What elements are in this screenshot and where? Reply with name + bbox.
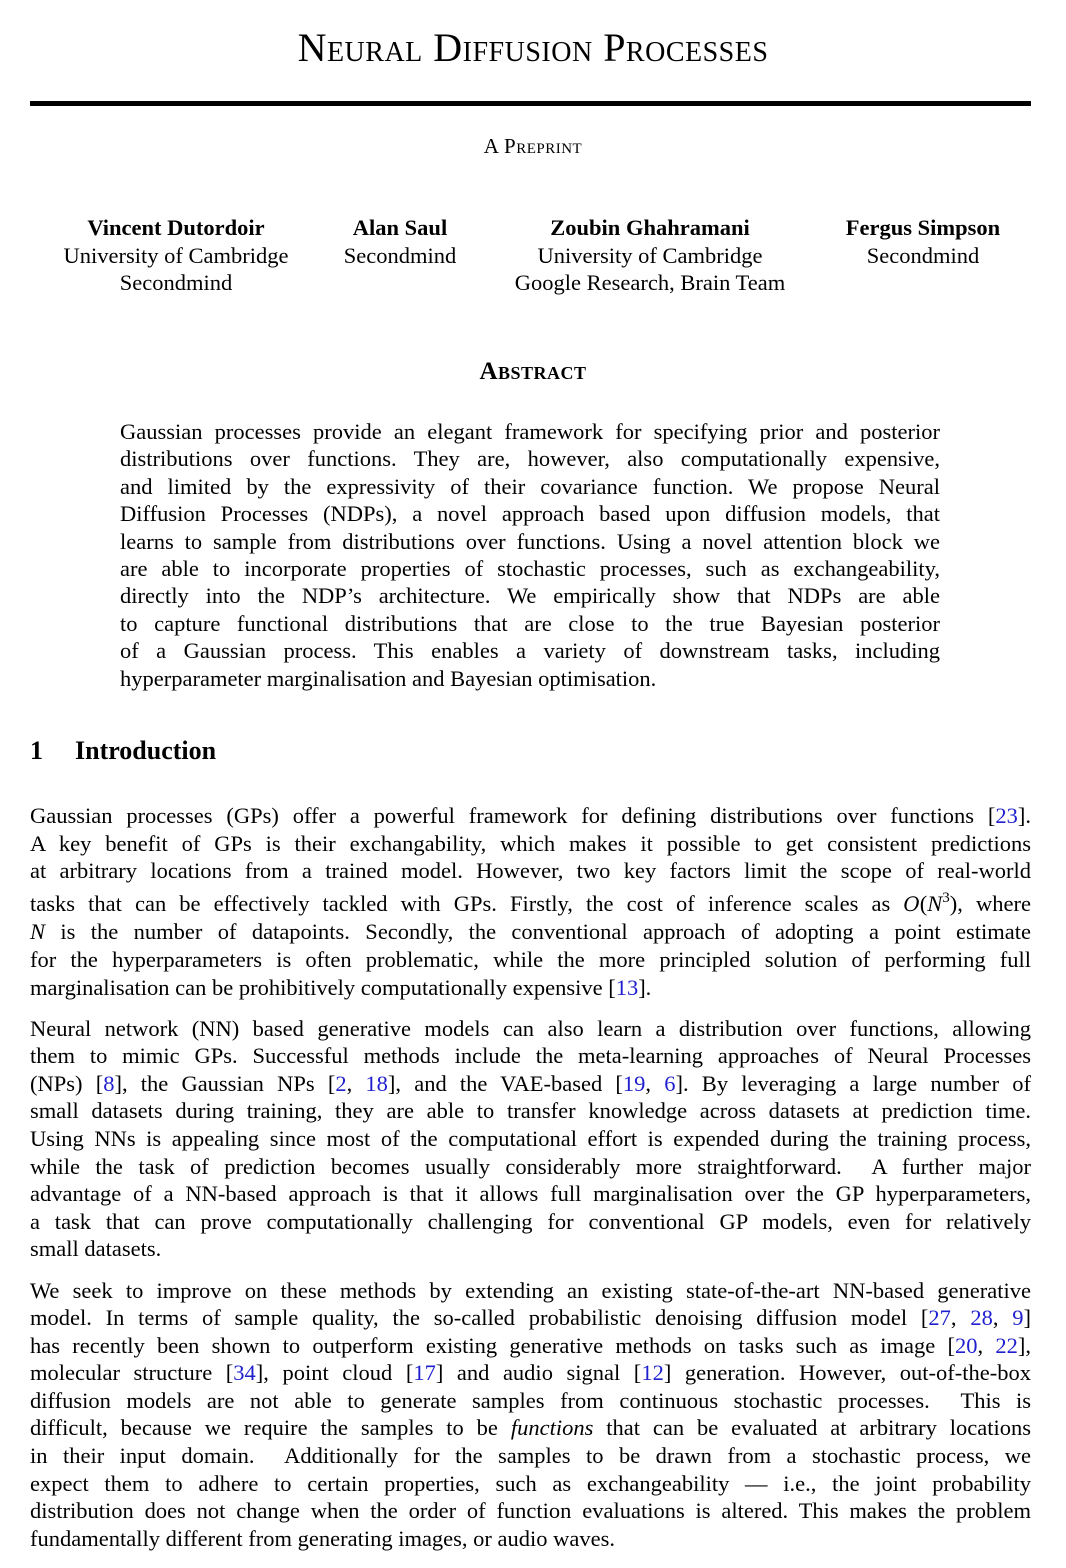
text-span: , [346, 1070, 366, 1096]
text-line [30, 1525, 1031, 1553]
text-span: ]. [638, 974, 652, 1000]
text-line [30, 1015, 1031, 1043]
text-span: difficult, because we require the samples to be [30, 1415, 511, 1441]
text-span: ( [919, 890, 928, 916]
author-affiliation: Google Research, Brain Team [514, 270, 786, 295]
text-span: that can be evaluated at arbitrary locations [593, 1415, 1032, 1441]
text-line [30, 1359, 1031, 1387]
paper-title: Neural Diffusion Processes [297, 25, 769, 70]
citation-link[interactable]: 8 [103, 1070, 115, 1096]
text-span: A key benefit of GPs is their exchangability, which makes it possible to get consistent predictions [30, 830, 1031, 856]
text-line [30, 1153, 1031, 1181]
text-line [30, 1125, 1031, 1153]
text-span: ]. By leveraging a large number of [675, 1070, 1032, 1096]
text-line [30, 1277, 1031, 1305]
citation-link[interactable]: 27 [928, 1305, 951, 1331]
author-name: Alan Saul [352, 215, 448, 240]
abstract-line: Gaussian processes provide an elegant framework for specifying prior and posterior [120, 419, 940, 444]
text-span: ] [1023, 1305, 1032, 1331]
text-span: for the hyperparameters is often problematic, while the more principled solution of performing full [30, 946, 1031, 972]
author-name: Vincent Dutordoir [87, 215, 265, 240]
text-span: has recently been shown to outperform existing generative methods on tasks such as image [ [30, 1332, 956, 1358]
paragraph [30, 1277, 1031, 1553]
citation-link[interactable]: 12 [641, 1360, 664, 1386]
text-span: ], [1017, 1332, 1032, 1358]
author-affiliation: Secondmind [119, 270, 233, 295]
text-span: We seek to improve on these methods by extending an existing state-of-the-art NN-based generative [30, 1277, 1031, 1303]
text-line [30, 1414, 1031, 1442]
text-span: while the task of prediction becomes usually considerably more straightforward. A further major [30, 1153, 1031, 1179]
text-line [30, 830, 1031, 858]
section-title: Introduction [75, 736, 217, 765]
text-span: ), where [949, 890, 1031, 916]
citation-link[interactable]: 22 [995, 1332, 1018, 1358]
text-span: ], the Gaussian NPs [ [114, 1070, 336, 1096]
text-span: (NPs) [ [30, 1070, 104, 1096]
text-line [30, 857, 1031, 885]
text-span: in their input domain. Additionally for the samples to be drawn from a stochastic process, we [30, 1443, 1031, 1469]
introduction-body [30, 802, 1031, 1566]
text-span: molecular structure [ [30, 1360, 234, 1386]
abstract-line: of a Gaussian process. This enables a variety of downstream tasks, including [120, 638, 940, 664]
title-rule [30, 101, 1031, 106]
math-text: N [927, 890, 943, 916]
author-affiliation: University of Cambridge [537, 242, 763, 268]
citation-link[interactable]: 34 [233, 1360, 256, 1386]
abstract-line: distributions over functions. They are, however, also computationally expensive, [120, 446, 940, 472]
author-affiliation: University of Cambridge [63, 242, 289, 268]
text-span: at arbitrary locations from a trained model. However, two key factors limit the scope of real-world [30, 858, 1031, 884]
citation-link[interactable]: 17 [413, 1360, 436, 1386]
text-line [30, 1097, 1031, 1125]
paragraph [30, 1015, 1031, 1263]
text-span: them to mimic GPs. Successful methods include the meta-learning approaches of Neural Processes [30, 1043, 1031, 1069]
abstract-line: hyperparameter marginalisation and Bayesian optimisation. [120, 665, 657, 691]
section-heading [30, 736, 216, 766]
text-span: , [950, 1305, 971, 1331]
text-span: Gaussian processes (GPs) offer a powerful framework for defining distributions over functions [ [30, 803, 996, 828]
text-span: , [992, 1305, 1013, 1331]
text-span: ] and audio signal [ [435, 1360, 642, 1386]
text-line [30, 946, 1031, 974]
text-span: advantage of a NN-based approach is that it allows full marginalisation over the GP hyperparameters, [30, 1181, 1031, 1207]
text-span: marginalisation can be prohibitively computationally expensive [ [30, 974, 616, 1000]
text-line [30, 1042, 1031, 1070]
text-line [30, 1070, 1031, 1098]
citation-link[interactable]: 6 [664, 1070, 676, 1096]
text-span: , [645, 1070, 665, 1096]
text-span: , [977, 1332, 996, 1358]
abstract-heading: Abstract [479, 358, 587, 385]
author-affiliation: Secondmind [343, 242, 457, 268]
text-span: is the number of datapoints. Secondly, the conventional approach of adopting a point estimate [45, 919, 1031, 945]
abstract-line: and limited by the expressivity of their covariance function. We propose Neural [120, 473, 940, 499]
text-span: Neural network (NN) based generative models can also learn a distribution over functions, allowing [30, 1015, 1031, 1041]
text-span: fundamentally different from generating images, or audio waves. [30, 1525, 616, 1551]
text-span: a task that can prove computationally challenging for conventional GP models, even for relatively [30, 1208, 1031, 1234]
text-span: diffusion models are not able to generate samples from continuous stochastic processes. This is [30, 1387, 1031, 1413]
text-line [30, 1180, 1031, 1208]
text-span: distribution does not change when the order of function evaluations is altered. This makes the problem [30, 1498, 1031, 1524]
text-line [30, 1208, 1031, 1236]
section-number: 1 [30, 736, 43, 765]
text-line [30, 1442, 1031, 1470]
text-line [30, 974, 1031, 1002]
text-line [30, 1332, 1031, 1360]
text-span: ] generation. However, out-of-the-box [663, 1360, 1031, 1386]
abstract-line: Diffusion Processes (NDPs), a novel approach based upon diffusion models, that [120, 501, 940, 527]
text-line [30, 1235, 1031, 1263]
text-line [30, 1387, 1031, 1415]
math-text: O [903, 891, 920, 916]
citation-link[interactable]: 13 [615, 974, 639, 1000]
text-span: model. In terms of sample quality, the so-called probabilistic denoising diffusion model [ [30, 1305, 929, 1331]
text-line [30, 885, 1031, 919]
math-text: functions [510, 1415, 594, 1441]
text-line [30, 802, 1031, 830]
author-affiliation: Secondmind [866, 242, 980, 268]
citation-link[interactable]: 19 [622, 1070, 646, 1096]
text-line [30, 918, 1031, 946]
text-span: small datasets during training, they are able to transfer knowledge across datasets at prediction time. [30, 1098, 1031, 1124]
text-span: ]. [1017, 803, 1031, 828]
citation-link[interactable]: 2 [335, 1070, 347, 1096]
citation-link[interactable]: 20 [955, 1332, 978, 1358]
text-span: expect them to adhere to certain properties, such as exchangeability — i.e., the joint probability [30, 1470, 1031, 1496]
text-span: tasks that can be effectively tackled with GPs. Firstly, the cost of inference scales as [30, 890, 904, 916]
math-text: N [30, 919, 46, 945]
abstract-body [120, 418, 940, 692]
text-span: Using NNs is appealing since most of the computational effort is expended during the training process, [30, 1126, 1031, 1152]
text-span: ], point cloud [ [255, 1360, 414, 1386]
citation-link[interactable]: 18 [365, 1070, 388, 1096]
text-span: small datasets. [30, 1236, 162, 1262]
citation-link[interactable]: 23 [995, 803, 1018, 828]
abstract-line: learns to sample from distributions over functions. Using a novel attention block we [120, 528, 940, 554]
abstract-line: are able to incorporate properties of stochastic processes, such as exchangeability, [120, 556, 940, 582]
citation-link[interactable]: 28 [970, 1305, 993, 1331]
preprint-label: A Preprint [483, 134, 583, 158]
text-line [30, 1304, 1031, 1332]
text-line [30, 1497, 1031, 1525]
author-name: Fergus Simpson [845, 215, 1001, 240]
text-line [30, 1470, 1031, 1498]
abstract-line: directly into the NDP’s architecture. We empirically show that NDPs are able [120, 583, 940, 609]
text-span: ], and the VAE-based [ [387, 1070, 623, 1096]
citation-link[interactable]: 9 [1012, 1305, 1024, 1331]
superscript: 3 [942, 889, 950, 906]
author-name: Zoubin Ghahramani [550, 215, 750, 240]
author-block [753, 214, 1066, 269]
paragraph [30, 802, 1031, 1001]
abstract-line: to capture functional distributions that are close to the true Bayesian posterior [120, 610, 940, 636]
